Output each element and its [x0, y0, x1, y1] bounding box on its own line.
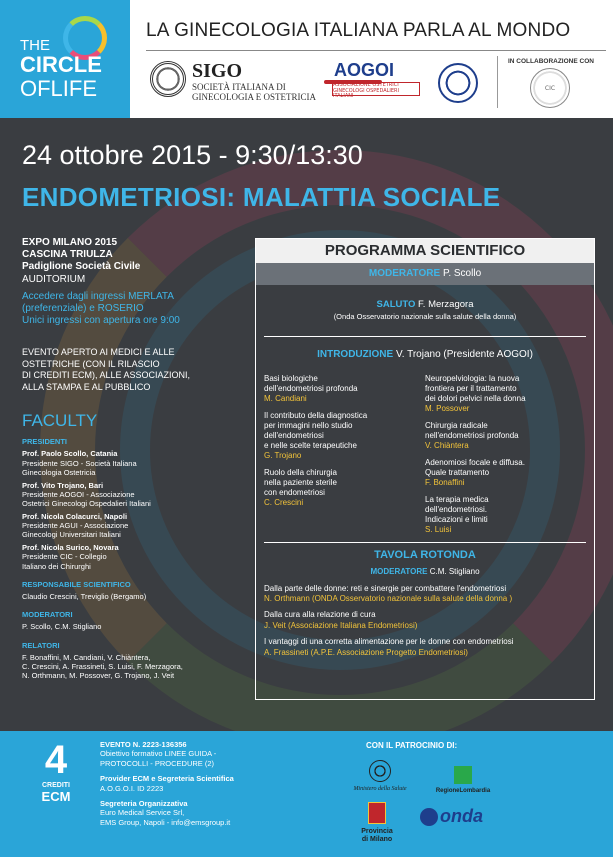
location-block [22, 237, 252, 286]
objective-line: PROTOCOLLI - PROCEDURE (2) [100, 758, 215, 768]
round-table-item [264, 610, 586, 631]
left-column [22, 237, 252, 681]
agui-seal-icon [438, 63, 478, 103]
talk-line: Quale trattamento [425, 467, 490, 477]
event-date: 24 ottobre 2015 - 9:30/13:30 [22, 140, 363, 170]
program-box [255, 238, 595, 700]
credits-number: 4 [44, 738, 68, 782]
talk-line: Basi biologiche [264, 373, 318, 383]
talk-item [425, 458, 586, 488]
person-role: Presidente AGUI - Associazione [22, 521, 129, 530]
logo-of-life: OFLIFE [20, 76, 98, 101]
person-role: Ginecologia Ostetricia [22, 468, 96, 478]
round-table-speaker: J. Veit (Associazione Italiana Endometriosi) [264, 620, 418, 630]
salute-org: (Onda Osservatorio nazionale sulla salute della donna) [333, 312, 517, 322]
talk-speaker: M. Possover [425, 403, 470, 413]
sigo-seal-icon [150, 61, 186, 97]
talk-speaker: F. Bonaffini [425, 477, 465, 487]
talk-line: Indicazioni e limiti [425, 514, 488, 524]
round-table-moderator-name: C.M. Stigliano [429, 566, 480, 576]
round-table-speaker: A. Frassineti (A.P.E. Associazione Progetto Endometriosi) [264, 647, 468, 657]
talk-line: per immagini nello studio [264, 420, 353, 430]
header-title: LA GINECOLOGIA ITALIANA PARLA AL MONDO [146, 20, 571, 41]
talk-line: e nelle scelte terapeutiche [264, 440, 357, 450]
secretariat-line: EMS Group, Napoli - info@emsgroup.it [100, 817, 231, 827]
talk-line: Neuropelviologia: la nuova [425, 373, 520, 383]
location-line: EXPO MILANO 2015 [22, 237, 118, 248]
open-to-info [22, 347, 252, 393]
talk-speaker: C. Crescini [264, 497, 304, 507]
header-divider [146, 50, 606, 51]
credits-ecm: ECM [41, 789, 71, 804]
talk-item [264, 468, 425, 508]
presidents-label: PRESIDENTI [22, 437, 68, 447]
faculty-person [22, 449, 252, 477]
access-line: Accedere dagli ingressi MERLATA [22, 290, 174, 302]
cic-seal-icon [530, 68, 570, 108]
provider-line: Provider ECM e Segreteria Scientifica [100, 774, 234, 784]
round-table-topic: Dalla parte delle donne: reti e sinergie per combattere l'endometriosi [264, 583, 507, 593]
round-table-list [256, 584, 594, 658]
onda-emblem-icon [420, 808, 438, 826]
onda-logo [420, 806, 500, 832]
person-name: Prof. Nicola Colacurci, Napoli [22, 511, 128, 521]
program-title: PROGRAMMA SCIENTIFICO [256, 239, 594, 263]
talk-speaker: V. Chiàntera [425, 440, 469, 450]
moderators-label: MODERATORI [22, 610, 73, 620]
open-to-line: EVENTO APERTO AI MEDICI E ALLE [22, 347, 175, 358]
access-line: Unici ingressi con apertura ore 9:00 [22, 315, 180, 327]
speakers-line: C. Crescini, A. Frassineti, S. Luisi, F. Merzagora, [22, 662, 183, 671]
circle-of-life-logo [0, 0, 130, 118]
event-title: ENDOMETRIOSI: MALATTIA SOCIALE [22, 182, 501, 212]
round-table-topic: Dalla cura alla relazione di cura [264, 610, 376, 620]
provider-line: A.O.G.O.I. ID 2223 [100, 783, 164, 793]
moderator-label: MODERATORE [368, 268, 441, 279]
talk-speaker: G. Trojano [264, 450, 302, 460]
person-name: Prof. Nicola Surico, Novara [22, 542, 119, 552]
program-divider [264, 542, 586, 543]
credits-label: CREDITI [42, 782, 70, 789]
onda-name: onda [440, 806, 483, 826]
scientific-label: RESPONSABILE SCIENTIFICO [22, 579, 131, 589]
person-name: Prof. Vito Trojano, Bari [22, 480, 104, 490]
intro-name: V. Trojano (Presidente AOGOI) [395, 348, 533, 360]
intro-block [256, 349, 594, 360]
province-name [342, 828, 412, 843]
cic-label: CIC [544, 85, 556, 92]
talk-line: dell'endometriosi. [425, 504, 488, 514]
person-role: Italiano dei Chirurghi [22, 561, 91, 571]
round-table-title: TAVOLA ROTONDA [374, 548, 476, 561]
salute-name: F. Merzagora [418, 299, 474, 310]
talk-item [264, 411, 425, 461]
access-info [22, 291, 252, 328]
talk-item [425, 374, 586, 414]
round-table-moderator [256, 567, 594, 576]
objective-line: Obiettivo formativo LINEE GUIDA - [100, 749, 217, 759]
ministry-emblem-icon [369, 760, 391, 782]
person-role: Presidente AOGOI - Associazione [22, 489, 135, 499]
round-table-topic: I vantaggi di una corretta alimentazione per le donne con endometriosi [264, 637, 514, 647]
speakers-label: RELATORI [22, 640, 60, 650]
secretariat-line: Segreteria Organizzativa [100, 798, 188, 808]
talks-columns [256, 374, 594, 542]
person-role: Ostetrici Ginecologi Ospedalieri Italiani [22, 499, 151, 509]
talk-line: Il contributo della diagnostica [264, 410, 368, 420]
aogoi-name: AOGOI [334, 60, 395, 80]
talk-line: nell'endometriosi profonda [425, 430, 519, 440]
talks-left-column [264, 374, 425, 542]
talk-line: dei dolori pelvici nella donna [425, 393, 526, 403]
talk-item [264, 374, 425, 404]
logo-circle: CIRCLE [20, 52, 102, 77]
header [0, 0, 613, 118]
moderator-name: P. Scollo [442, 268, 482, 279]
ecm-credits [28, 740, 84, 804]
province-line: Provincia [361, 828, 393, 835]
region-name: RegioneLombardia [435, 788, 491, 794]
ministry-name: Ministero della Salute [353, 786, 407, 792]
province-line: di Milano [361, 835, 393, 843]
round-table-moderator-label: MODERATORE [370, 566, 428, 576]
faculty-person [22, 481, 252, 509]
speakers-line: N. Orthmann, M. Possover, G. Trojano, J. Veit [22, 671, 175, 681]
region-emblem-icon [454, 766, 472, 784]
speakers-list [22, 653, 252, 681]
faculty-person [22, 512, 252, 540]
speakers-line: F. Bonaffini, M. Candiani, V. Chiàntera, [22, 652, 151, 662]
round-table-speaker: N. Orthmann (ONDA Osservatorio nazionale sulla salute della donna ) [264, 594, 513, 604]
talk-line: dell'endometriosi [264, 430, 324, 440]
sigo-name: SIGO [192, 60, 243, 82]
talk-item [425, 421, 586, 451]
logo-the: THE [20, 37, 50, 54]
location-line: Padiglione Società Civile [22, 261, 141, 273]
collab-label: IN COLLABORAZIONE CON [508, 58, 594, 65]
faculty-person [22, 543, 252, 571]
aogoi-logo [324, 60, 424, 102]
aogoi-subtitle: ASSOCIAZIONE OSTETRICI GINECOLOGI OSPEDALIERI ITALIANI [332, 82, 420, 96]
moderators-list: P. Scollo, C.M. Stigliano [22, 622, 102, 632]
access-line: (preferenziale) e ROSERIO [22, 302, 144, 314]
talk-item [425, 495, 586, 535]
talk-line: frontiera per il trattamento [425, 383, 517, 393]
header-vertical-divider [497, 56, 498, 108]
round-table-item [264, 584, 586, 605]
intro-label: INTRODUZIONE [317, 348, 394, 360]
program-divider [264, 336, 586, 337]
open-to-line: DI CREDITI ECM), ALLE ASSOCIAZIONI, [22, 370, 191, 381]
talk-line: con endometriosi [264, 487, 325, 497]
talks-right-column [425, 374, 586, 542]
talk-speaker: M. Candiani [264, 393, 307, 403]
program-moderator [256, 263, 594, 285]
sigo-subtitle: SOCIETÀ ITALIANA DI GINECOLOGIA E OSTETRICIA [192, 82, 316, 103]
location-auditorium: AUDITORIUM [22, 273, 86, 285]
person-role: Presidente CIC - Collegio [22, 552, 107, 562]
round-table-item [264, 637, 586, 658]
talk-line: Ruolo della chirurgia [264, 467, 337, 477]
event-number: EVENTO N. 2223-136356 [100, 740, 187, 749]
event-info [100, 740, 290, 827]
talk-line: La terapia medica [425, 494, 489, 504]
footer [0, 731, 613, 857]
salute-block [256, 299, 594, 324]
talk-line: Chirurgia radicale [425, 420, 488, 430]
province-emblem-icon [368, 802, 386, 824]
talk-line: Adenomiosi focale e diffusa. [425, 457, 525, 467]
open-to-line: ALLA STAMPA E AL PUBBLICO [22, 381, 151, 392]
scientific-person: Claudio Crescini, Treviglio (Bergamo) [22, 591, 147, 601]
person-name: Prof. Paolo Scollo, Catania [22, 449, 118, 459]
talk-line: nella paziente sterile [264, 477, 337, 487]
open-to-line: OSTETRICHE (CON IL RILASCIO [22, 358, 160, 369]
faculty-title: FACULTY [22, 411, 98, 431]
person-role: Ginecologi Universitari Italiani [22, 530, 121, 540]
location-line: CASCINA TRIULZA [22, 249, 113, 261]
salute-label: SALUTO [376, 299, 416, 310]
patronage-label: CON IL PATROCINIO DI: [366, 741, 458, 750]
secretariat-line: Euro Medical Service Srl, [100, 808, 185, 818]
talk-line: dell'endometriosi profonda [264, 383, 358, 393]
talk-speaker: S. Luisi [425, 524, 452, 534]
person-role: Presidente SIGO - Società Italiana [22, 458, 137, 468]
